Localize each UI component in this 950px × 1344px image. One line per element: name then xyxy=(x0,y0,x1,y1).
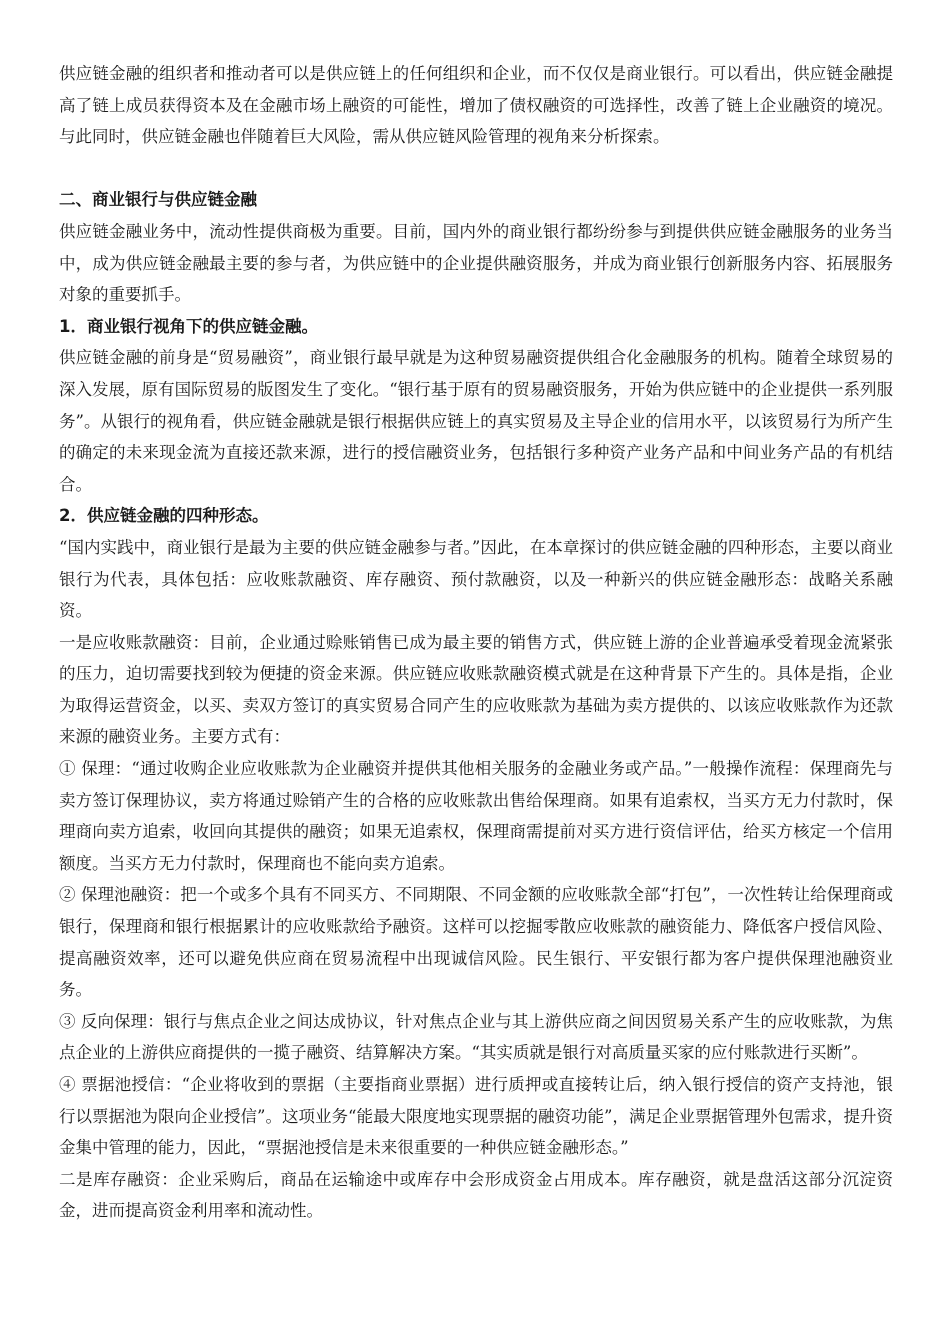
paragraph-spacer xyxy=(59,153,893,185)
list-item-bill-pool: ④ 票据池授信：“企业将收到的票据（主要指商业票据）进行质押或直接转让后，纳入银行授信的资产支持池，银行以票据池为限向企业授信”。这项业务“能最大限度地实现票据的融资功能”，满足企业票据管理外包需求，提升资金集中管理的能力，因此，“票据池授信是未来很重要的一种供应链金融形态。” xyxy=(59,1075,893,1158)
subsection-heading-2: 2．供应链金融的四种形态。 xyxy=(59,506,269,526)
list-item-factoring: ① 保理：“通过收购企业应收账款为企业融资并提供其他相关服务的金融业务或产品。”一般操作流程：保理商先与卖方签订保理协议，卖方将通过赊销产生的合格的应收账款出售给保理商。如果有追索权，当买方无力付款时，保理商向卖方追索，收回向其提供的融资；如果无追索权，保理商需提前对买方进行资信评估，给买方核定一个信用额度。当买方无力付款时，保理商也不能向卖方追索。 xyxy=(59,759,893,873)
subsection-paragraph-1: 供应链金融的前身是“贸易融资”，商业银行最早就是为这种贸易融资提供组合化金融服务的机构。随着全球贸易的深入发展，原有国际贸易的版图发生了变化。“银行基于原有的贸易融资服务，开始为供应链中的企业提供一系列服务”。从银行的视角看，供应链金融就是银行根据供应链上的真实贸易及主导企业的信用水平，以该贸易行为所产生的确定的未来现金流为直接还款来源，进行的授信融资业务，包括银行多种资产业务产品和中间业务产品的有机结合。 xyxy=(59,348,893,494)
list-item-factoring-pool: ② 保理池融资：把一个或多个具有不同买方、不同期限、不同金额的应收账款全部“打包”，一次性转让给保理商或银行，保理商和银行根据累计的应收账款给予融资。这样可以挖掘零散应收账款的融资能力、降低客户授信风险、提高融资效率，还可以避免供应商在贸易流程中出现诚信风险。民生银行、平安银行都为客户提供保理池融资业务。 xyxy=(59,885,893,1000)
inventory-paragraph: 二是库存融资：企业采购后，商品在运输途中或库存中会形成资金占用成本。库存融资，就是盘活这部分沉淀资金，进而提高资金利用率和流动性。 xyxy=(59,1169,893,1221)
section-heading: 二、商业银行与供应链金融 xyxy=(59,190,257,210)
receivables-paragraph: 一是应收账款融资：目前，企业通过赊账销售已成为最主要的销售方式，供应链上游的企业普遍承受着现金流紧张的压力，迫切需要找到较为便捷的资金来源。供应链应收账款融资模式就是在这种背景下产生的。具体是指，企业为取得运营资金，以买、卖双方签订的真实贸易合同产生的应收账款为基础为卖方提供的、以该应收账款作为还款来源的融资业务。主要方式有： xyxy=(59,632,893,747)
list-item-reverse-factoring: ③ 反向保理：银行与焦点企业之间达成协议，针对焦点企业与其上游供应商之间因贸易关系产生的应收账款，为焦点企业的上游供应商提供的一揽子融资、结算解决方案。“其实质就是银行对高质量买家的应付账款进行买断”。 xyxy=(59,1011,893,1063)
document-body xyxy=(59,58,893,1227)
section-paragraph: 供应链金融业务中，流动性提供商极为重要。目前，国内外的商业银行都纷纷参与到提供供应链金融服务的业务当中，成为供应链金融最主要的参与者，为供应链中的企业提供融资服务，并成为商业银行创新服务内容、拓展服务对象的重要抓手。 xyxy=(59,221,893,305)
subsection-heading-1: 1．商业银行视角下的供应链金融。 xyxy=(59,316,318,336)
intro-paragraph: 供应链金融的组织者和推动者可以是供应链上的任何组织和企业，而不仅仅是商业银行。可以看出，供应链金融提高了链上成员获得资本及在金融市场上融资的可能性，增加了债权融资的可选择性，改善了链上企业融资的境况。与此同时，供应链金融也伴随着巨大风险，需从供应链风险管理的视角来分析探索。 xyxy=(59,64,893,147)
subsection-paragraph-2: “国内实践中，商业银行是最为主要的供应链金融参与者。”因此，在本章探讨的供应链金融的四种形态，主要以商业银行为代表，具体包括：应收账款融资、库存融资、预付款融资，以及一种新兴的供应链金融形态：战略关系融资。 xyxy=(59,537,893,621)
